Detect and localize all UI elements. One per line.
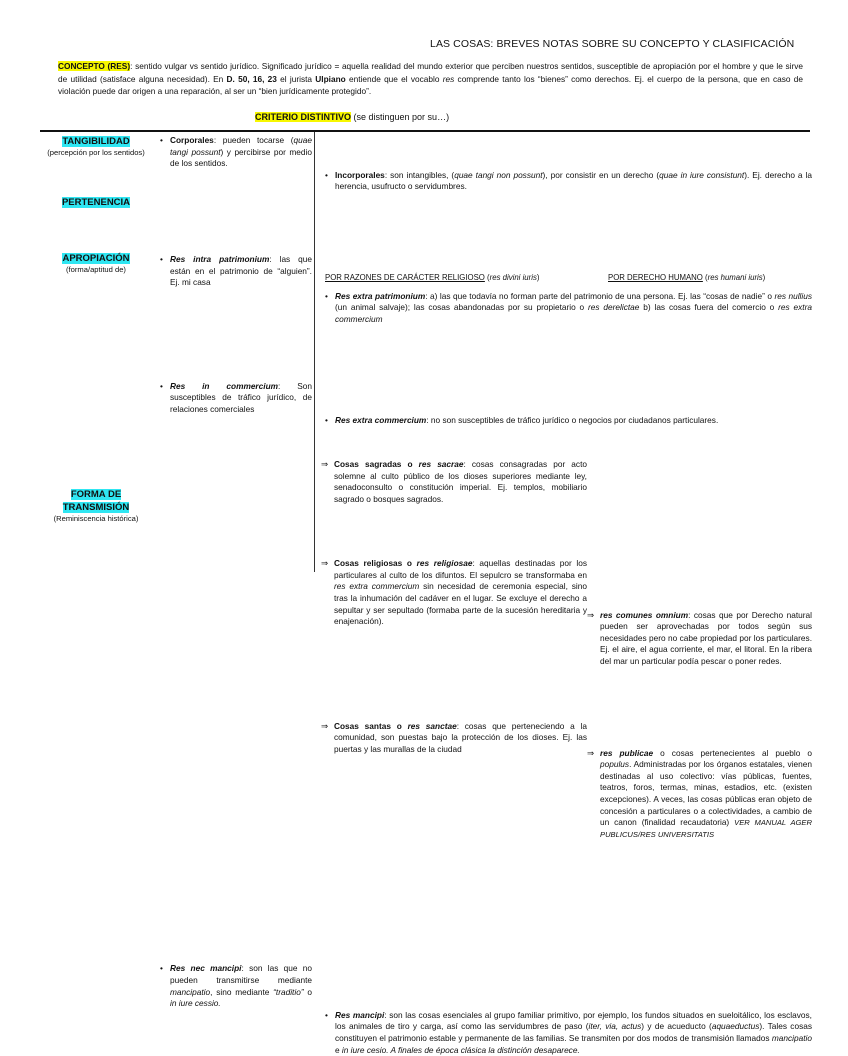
- pertenencia-right: • Res extra patrimonium: a) las que todavía no forman parte del patrimonio de una persona. Ej. las “cosas de nadie” o res nullius (un animal salvaje); las cosas abandonadas por su propietario o res derelictae b) las cosas fuera del comercio o res extra commercium: [325, 291, 812, 326]
- tangibilidad-left: • Corporales: pueden tocarse (quae tangi possunt) y percibirse por medio de los sentidos.: [160, 135, 312, 170]
- intro-paragraph: CONCEPTO (RES): sentido vulgar vs sentido jurídico. Significado jurídico = aquella realidad del mundo exterior que perciben nuestros sentidos, susceptible de apropiación por el hombre y que le sirve de utilidad (satisface alguna necesidad). En D. 50, 16, 23 el jurista Ulpiano entiende que el vocablo res comprende tanto los “bienes” como derechos. Ej. el cuerpo de la persona, que en caso de violación puede dar origen a una reparación, al ser un “bien jurídicamente protegido”.: [58, 61, 803, 97]
- religioso-heading: POR RAZONES DE CARÁCTER RELIGIOSO (res divini iuris): [325, 273, 540, 282]
- criterio-heading: CRITERIO DISTINTIVO (se distinguen por su…): [255, 112, 450, 122]
- transmision-left: • Res nec mancipi: son las que no pueden transmitirse mediante mancipatio, sino mediante “traditio” o in iure cessio.: [160, 963, 312, 1009]
- document-title: LAS COSAS: BREVES NOTAS SOBRE SU CONCEPTO Y CLASIFICACIÓN: [430, 38, 795, 50]
- concept-label: CONCEPTO (RES): [58, 61, 131, 71]
- res-sacrae-item: ⇒ Cosas sagradas o res sacrae: cosas consagradas por acto solemne al culto público de los dioses superiores mediante ley, senadoconsulto o constitución imperial. Ej. templos, mobiliario sagrado o bosques sagrados.: [322, 459, 587, 505]
- table-top-rule: [40, 130, 810, 132]
- tangibilidad-right: • Incorporales: son intangibles, (quae tangi non possunt), por consistir en un derecho (quae in iure consistunt). Ej. derecho a la herencia, usufructo o servidumbres.: [325, 170, 812, 193]
- row-label-apropiacion: APROPIACIÓN (forma/aptitud de): [62, 253, 130, 274]
- apropiacion-left: • Res in commercium: Son susceptibles de tráfico jurídico, de relaciones comerciales: [160, 381, 312, 416]
- transmision-right: • Res mancipi: son las cosas esenciales al grupo familiar primitivo, por ejemplo, los fundos situados en sueloitálico, los esclavos, los animales de tiro y carga, así como las servidumbres de paso (iter, via, actus) y de acueducto (aquaeductus). Tales cosas constituyen el patrimonio estable y permanente de las familias. Se transmiten por dos modos de transmisión llamados mancipatio e in iure cesio. A finales de época clásica la distinción desaparece.: [325, 1010, 812, 1056]
- humano-heading: POR DERECHO HUMANO (res humani iuris): [608, 273, 766, 282]
- row-label-pertenencia: PERTENENCIA: [61, 197, 131, 208]
- row-label-transmision: FORMA DE TRANSMISIÓN (Reminiscencia histórica): [53, 489, 139, 523]
- res-comunes-item: ⇒ res comunes omnium: cosas que por Derecho natural pueden ser aprovechadas por todos según sus necesidades pero no cabe propiedad por los particulares. Ej. el aire, el agua corriente, el mar, el litoral. En la ribera del mar un particular podía pescar o poner redes.: [588, 610, 812, 668]
- pertenencia-left: • Res intra patrimonium: las que están en el patrimonio de “alguien”. Ej. mi casa: [160, 254, 312, 289]
- res-publicae-item: ⇒ res publicae o cosas pertenecientes al pueblo o populus. Administradas por los órganos estatales, vienen destinadas al uso colectivo: vías públicas, fuentes, teatros, foros, termas, minas, estadios, etc. (existen excepciones). A veces, las cosas públicas eran objeto de concesión a particulares o a colectividades, a cambio de un canon (finalidad recaudatoria) VER MANUAL AGER PUBLICUS/RES UNIVERSITATIS: [588, 748, 812, 841]
- column-divider: [314, 132, 315, 572]
- apropiacion-right: • Res extra commercium: no son susceptibles de tráfico jurídico o negocios por ciudadanos particulares.: [325, 415, 812, 427]
- res-religiosae-item: ⇒ Cosas religiosas o res religiosae: aquellas destinadas por los particulares al culto de los difuntos. El sepulcro se transformaba en res extra commercium sin necesidad de ceremonia especial, sino tras la inhumación del cadáver en el lugar. Se excluye el derecho a sepultar y ser sepultado (formaba parte de la sucesión hereditaria y enajenación).: [322, 558, 587, 628]
- row-label-tangibilidad: TANGIBILIDAD (percepción por los sentidos): [47, 136, 145, 157]
- res-sanctae-item: ⇒ Cosas santas o res sanctae: cosas que perteneciendo a la comunidad, son puestas bajo la protección de los dioses. Ej. las puertas y las murallas de la ciudad: [322, 721, 587, 756]
